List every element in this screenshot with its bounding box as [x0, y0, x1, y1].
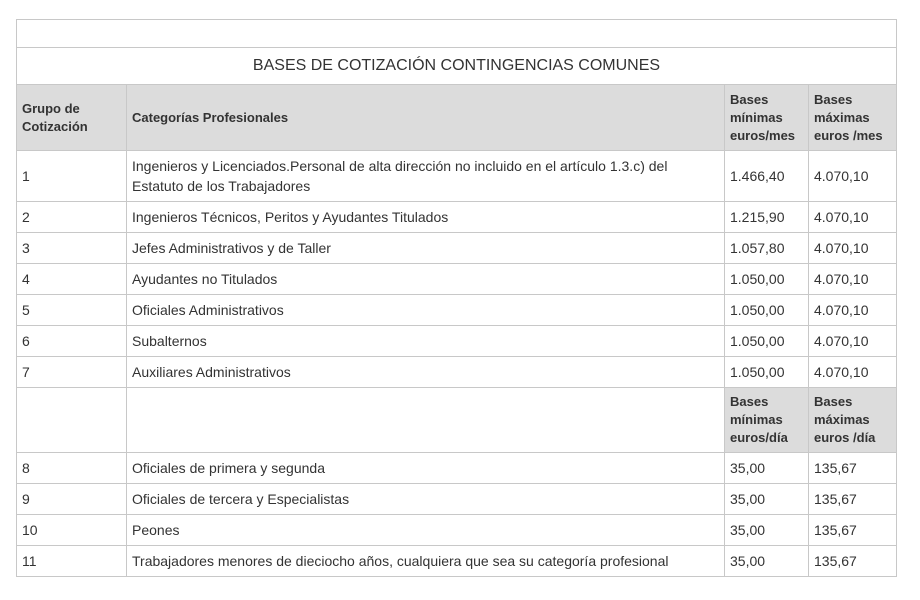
grupo-cell: 7	[17, 357, 127, 388]
categoria-cell: Subalternos	[127, 326, 725, 357]
blank-row	[17, 20, 897, 48]
table-row	[17, 264, 897, 295]
categoria-cell: Jefes Administrativos y de Taller	[127, 233, 725, 264]
header-max-day: Bases máximas euros /día	[809, 388, 897, 453]
categoria-cell: Oficiales Administrativos	[127, 295, 725, 326]
grupo-cell: 6	[17, 326, 127, 357]
categoria-cell: Ingenieros y Licenciados.Personal de alta dirección no incluido en el artículo 1.3.c) del Estatuto de los Trabajadores	[127, 151, 725, 202]
table-row	[17, 233, 897, 264]
grupo-cell: 5	[17, 295, 127, 326]
header-empty-categoria	[127, 388, 725, 453]
max-cell: 4.070,10	[809, 295, 897, 326]
categoria-cell: Auxiliares Administrativos	[127, 357, 725, 388]
table-title: BASES DE COTIZACIÓN CONTINGENCIAS COMUNES	[17, 48, 897, 85]
grupo-cell: 10	[17, 515, 127, 546]
blank-cell	[17, 20, 897, 48]
bases-cotizacion-table	[16, 19, 897, 577]
categoria-cell: Oficiales de primera y segunda	[127, 453, 725, 484]
min-cell: 1.466,40	[725, 151, 809, 202]
table-row	[17, 484, 897, 515]
grupo-cell: 4	[17, 264, 127, 295]
min-cell: 1.050,00	[725, 264, 809, 295]
min-cell: 35,00	[725, 484, 809, 515]
categoria-cell: Trabajadores menores de dieciocho años, cualquiera que sea su categoría profesional	[127, 546, 725, 577]
min-cell: 35,00	[725, 453, 809, 484]
min-cell: 35,00	[725, 546, 809, 577]
max-cell: 4.070,10	[809, 264, 897, 295]
table-row	[17, 202, 897, 233]
table-row	[17, 515, 897, 546]
categoria-cell: Peones	[127, 515, 725, 546]
table-row	[17, 295, 897, 326]
min-cell: 1.215,90	[725, 202, 809, 233]
grupo-cell: 11	[17, 546, 127, 577]
grupo-cell: 2	[17, 202, 127, 233]
header-categorias: Categorías Profesionales	[127, 85, 725, 151]
max-cell: 4.070,10	[809, 151, 897, 202]
min-cell: 1.057,80	[725, 233, 809, 264]
table-row	[17, 453, 897, 484]
min-cell: 1.050,00	[725, 326, 809, 357]
table-row	[17, 546, 897, 577]
grupo-cell: 3	[17, 233, 127, 264]
categoria-cell: Ingenieros Técnicos, Peritos y Ayudantes Titulados	[127, 202, 725, 233]
header-min-month: Bases mínimas euros/mes	[725, 85, 809, 151]
title-row	[17, 48, 897, 85]
max-cell: 4.070,10	[809, 326, 897, 357]
table-row	[17, 326, 897, 357]
header-row-month	[17, 85, 897, 151]
max-cell: 135,67	[809, 453, 897, 484]
min-cell: 1.050,00	[725, 295, 809, 326]
max-cell: 135,67	[809, 484, 897, 515]
grupo-cell: 8	[17, 453, 127, 484]
header-max-month: Bases máximas euros /mes	[809, 85, 897, 151]
max-cell: 135,67	[809, 515, 897, 546]
min-cell: 1.050,00	[725, 357, 809, 388]
header-empty-grupo	[17, 388, 127, 453]
max-cell: 135,67	[809, 546, 897, 577]
max-cell: 4.070,10	[809, 202, 897, 233]
min-cell: 35,00	[725, 515, 809, 546]
grupo-cell: 9	[17, 484, 127, 515]
categoria-cell: Oficiales de tercera y Especialistas	[127, 484, 725, 515]
categoria-cell: Ayudantes no Titulados	[127, 264, 725, 295]
grupo-cell: 1	[17, 151, 127, 202]
header-row-day	[17, 388, 897, 453]
table-row	[17, 151, 897, 202]
max-cell: 4.070,10	[809, 357, 897, 388]
header-grupo: Grupo de Cotización	[17, 85, 127, 151]
header-min-day: Bases mínimas euros/día	[725, 388, 809, 453]
table-row	[17, 357, 897, 388]
max-cell: 4.070,10	[809, 233, 897, 264]
